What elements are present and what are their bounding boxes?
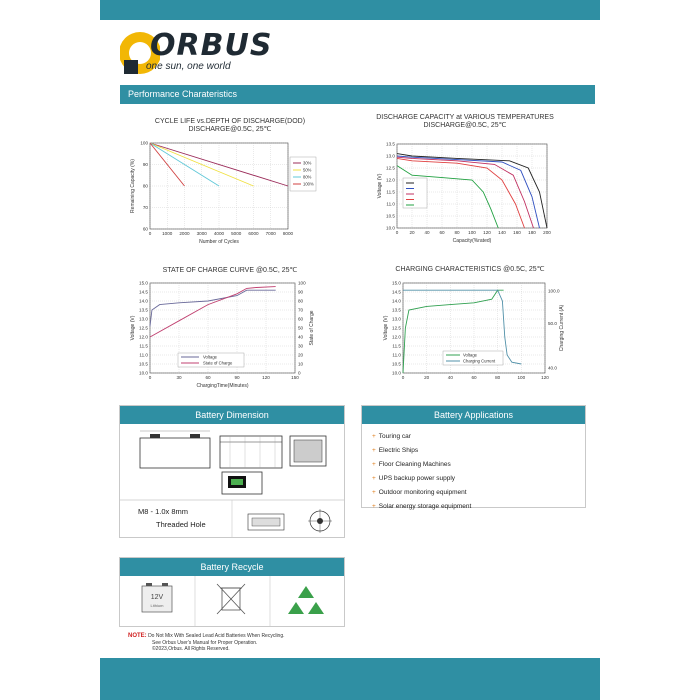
x-tick-label: 100 — [517, 375, 526, 380]
y-tick-label: 12.5 — [392, 325, 401, 331]
legend-label: State of Charge — [203, 360, 233, 366]
y2-tick-label: 40 — [298, 334, 304, 340]
application-label: UPS backup power supply — [378, 475, 456, 482]
y2-tick-label: 20 — [298, 352, 304, 358]
plus-icon: + — [372, 461, 376, 468]
y-tick-label: 10.0 — [139, 370, 148, 376]
x-axis-label: Capacity(%rated) — [452, 238, 492, 244]
thread-hole-label — [138, 507, 206, 529]
note-line1: Do Not Mix With Sealed Lead Acid Batteries When Recycling. — [148, 633, 285, 639]
x-tick-label: 120 — [483, 230, 491, 235]
legend-label: 100% — [303, 181, 314, 187]
bottom-band — [100, 658, 600, 700]
plus-icon: + — [372, 489, 376, 496]
y-axis-label: Voltage (V) — [130, 315, 136, 341]
x-tick-label: 20 — [409, 230, 415, 235]
plus-icon: + — [372, 503, 376, 510]
y-axis-label: Remaining Capacity (%) — [130, 159, 136, 213]
y-axis-label: Voltage (V) — [377, 173, 383, 199]
y2-tick-label: 80 — [298, 298, 304, 304]
application-label: Solar energy storage equipment — [378, 503, 472, 510]
x-tick-label: 150 — [291, 375, 299, 380]
y-tick-label: 10.5 — [392, 361, 401, 367]
x-tick-label: 60 — [439, 230, 445, 235]
x-tick-label: 100 — [468, 230, 476, 235]
y2-tick-label: 90 — [298, 289, 304, 295]
y-tick-label: 14.0 — [139, 298, 148, 304]
section-title-bar — [120, 85, 595, 104]
battery-icon-label: 12V — [150, 594, 164, 601]
y-tick-label: 11.5 — [386, 189, 395, 195]
y-tick-label: 14.5 — [392, 289, 401, 295]
y2-tick-label: 70 — [298, 307, 304, 313]
y-tick-label: 12.5 — [139, 325, 148, 331]
legend — [443, 351, 503, 365]
x-tick-label: 40 — [447, 375, 453, 380]
y-tick-label: 80 — [142, 183, 148, 189]
chart1-title: CYCLE LIFE vs.DEPTH OF DISCHARGE(DOD) — [154, 118, 306, 125]
x-tick-label: 60 — [471, 375, 477, 380]
chart3-title: STATE OF CHARGE CURVE @0.5C, 25℃ — [162, 267, 298, 274]
y-tick-label: 10.0 — [386, 225, 395, 231]
note-line2: See Orbus User's Manual for Proper Operation. — [152, 639, 258, 646]
chart3-svg — [120, 277, 330, 399]
y-tick-label: 12.0 — [386, 177, 395, 183]
x-tick-label: 160 — [513, 230, 521, 235]
application-item — [372, 472, 575, 486]
battery-top-view-icon — [222, 472, 262, 494]
battery-front-view-icon — [140, 431, 210, 468]
x-tick-label: 5000 — [231, 231, 242, 236]
y-tick-label: 13.0 — [139, 316, 148, 322]
plus-icon: + — [372, 433, 376, 440]
application-item — [372, 444, 575, 458]
recycle-icon — [288, 586, 324, 614]
x-tick-label: 60 — [205, 375, 211, 380]
legend-label: Voltage — [203, 354, 217, 360]
chart4-title: CHARGING CHARACTERISTICS @0.5C, 25℃ — [395, 266, 545, 273]
y-tick-label: 15.0 — [139, 280, 148, 286]
y2-tick-label: 40.0 — [548, 365, 557, 371]
y-tick-label: 11.0 — [139, 352, 148, 358]
application-item — [372, 430, 575, 444]
x-tick-label: 0 — [395, 230, 399, 235]
chart2-subtitle: DISCHARGE@0.5C, 25℃ — [423, 122, 507, 129]
y2-tick-label: 100.0 — [548, 288, 560, 294]
y2-tick-label: 10 — [298, 361, 304, 367]
chart3-title-block — [130, 267, 330, 275]
x-tick-label: 30 — [176, 375, 182, 380]
application-item — [372, 500, 575, 514]
y-tick-label: 13.5 — [386, 141, 395, 147]
plus-icon: + — [372, 475, 376, 482]
x-tick-label: 4000 — [213, 231, 225, 236]
battery-icon-sub: Lithium — [150, 603, 164, 608]
crossed-bin-icon — [217, 584, 245, 614]
x-tick-label: 20 — [424, 375, 430, 380]
x-tick-label: 6000 — [248, 231, 259, 236]
thread-line1: M8 - 1.0x 8mm — [138, 507, 189, 516]
x-tick-label: 140 — [498, 230, 506, 235]
y2-tick-label: 100 — [298, 280, 306, 286]
battery-side-view-icon — [220, 436, 282, 468]
y-tick-label: 11.0 — [386, 201, 395, 207]
y-tick-label: 11.5 — [392, 343, 401, 349]
x-tick-label: 8000 — [282, 231, 294, 236]
terminal-drawing-icon — [248, 514, 284, 530]
chart4-svg — [365, 277, 580, 389]
battery-recycle-box — [119, 557, 345, 627]
battery-recycle-title: Battery Recycle — [120, 558, 344, 576]
x-tick-label: 7000 — [265, 231, 276, 236]
note-label: NOTE: — [128, 633, 147, 639]
x-tick-label: 180 — [528, 230, 536, 235]
thread-line2: Threaded Hole — [156, 520, 206, 529]
note-line3: ©2023,Orbus. All Rights Reserved. — [152, 646, 230, 652]
y-tick-label: 13.5 — [392, 307, 401, 313]
recycle-icons — [120, 576, 344, 626]
application-label: Floor Cleaning Machines — [378, 461, 451, 468]
y2-tick-label: 50.0 — [548, 321, 557, 326]
y-tick-label: 70 — [142, 205, 148, 210]
y2-tick-label: 0 — [298, 370, 301, 376]
brand-tagline: one sun, one world — [146, 61, 231, 72]
x-tick-label: 40 — [424, 230, 430, 235]
application-item — [372, 458, 575, 472]
y-tick-label: 90 — [142, 162, 148, 167]
y-tick-label: 13.0 — [386, 153, 395, 159]
legend-label: Charging Current — [463, 358, 496, 364]
x-tick-label: 0 — [148, 375, 152, 380]
y-tick-label: 11.5 — [139, 343, 148, 349]
battery-applications-title: Battery Applications — [362, 406, 585, 424]
legend — [178, 353, 244, 367]
applications-list — [362, 424, 585, 520]
x-tick-label: 200 — [543, 230, 551, 235]
x-axis-label: Number of Cycles — [199, 239, 239, 245]
y-tick-label: 60 — [142, 226, 148, 232]
application-label: Electric Ships — [378, 447, 419, 454]
legend-label: 50% — [303, 167, 312, 173]
y2-axis-label: Charging Current (A) — [559, 304, 565, 352]
y-axis-label: Voltage (V) — [383, 315, 389, 341]
x-axis-label: ChargingTime(Minutes) — [196, 383, 249, 389]
y2-axis-label: State of Charge — [309, 310, 315, 346]
y-tick-label: 13.0 — [392, 316, 401, 322]
x-tick-label: 0 — [148, 231, 152, 236]
x-tick-label: 90 — [234, 375, 240, 380]
y-tick-label: 12.5 — [386, 165, 395, 171]
plus-icon: + — [372, 447, 376, 454]
x-tick-label: 120 — [262, 375, 270, 380]
section-title: Performance Charateristics — [128, 89, 238, 99]
legend-label: 30% — [303, 160, 312, 166]
battery-dimension-box — [119, 405, 345, 538]
y2-tick-label: 50 — [298, 325, 304, 331]
y2-tick-label: 30 — [298, 343, 304, 349]
y-tick-label: 10.0 — [392, 370, 401, 376]
y-tick-label: 11.0 — [392, 352, 401, 358]
chart2-title: DISCHARGE CAPACITY at VARIOUS TEMPERATURES — [376, 114, 554, 121]
y-tick-label: 12.0 — [392, 334, 401, 340]
application-label: Touring car — [378, 433, 411, 440]
legend-label: Voltage — [463, 352, 477, 358]
chart1-title-block — [130, 118, 330, 134]
chart1-subtitle: DISCHARGE@0.5C, 25℃ — [188, 126, 272, 133]
chart4-title-block — [370, 266, 570, 274]
y-tick-label: 15.0 — [392, 280, 401, 286]
brand-name: ORBUS — [150, 28, 273, 63]
x-tick-label: 80 — [454, 230, 460, 235]
battery-dimension-title: Battery Dimension — [120, 406, 344, 424]
battery-applications-box — [361, 405, 586, 508]
application-label: Outdoor monitoring equipment — [378, 489, 467, 496]
x-tick-label: 0 — [401, 375, 405, 380]
x-tick-label: 1000 — [162, 231, 173, 236]
x-tick-label: 120 — [541, 375, 549, 380]
terminal-top-icon — [308, 509, 332, 533]
y-tick-label: 10.5 — [139, 361, 148, 367]
battery-end-view-icon — [290, 436, 326, 466]
application-item — [372, 486, 575, 500]
legend-label: 80% — [303, 174, 312, 180]
x-tick-label: 2000 — [179, 231, 190, 236]
note-block — [128, 633, 285, 653]
legend — [290, 157, 316, 191]
chart1-svg — [120, 135, 320, 255]
y-tick-label: 10.5 — [386, 213, 395, 219]
legend — [403, 178, 427, 208]
y-tick-label: 14.0 — [392, 298, 401, 304]
y2-tick-label: 60 — [298, 316, 304, 322]
top-band — [100, 0, 600, 20]
x-tick-label: 80 — [495, 375, 501, 380]
x-tick-label: 3000 — [196, 231, 207, 236]
y-tick-label: 13.5 — [139, 307, 148, 313]
y-tick-label: 14.5 — [139, 289, 148, 295]
chart2-svg — [365, 136, 560, 258]
y-tick-label: 12.0 — [139, 334, 148, 340]
y-tick-label: 100 — [140, 140, 148, 146]
chart2-title-block — [360, 114, 570, 130]
